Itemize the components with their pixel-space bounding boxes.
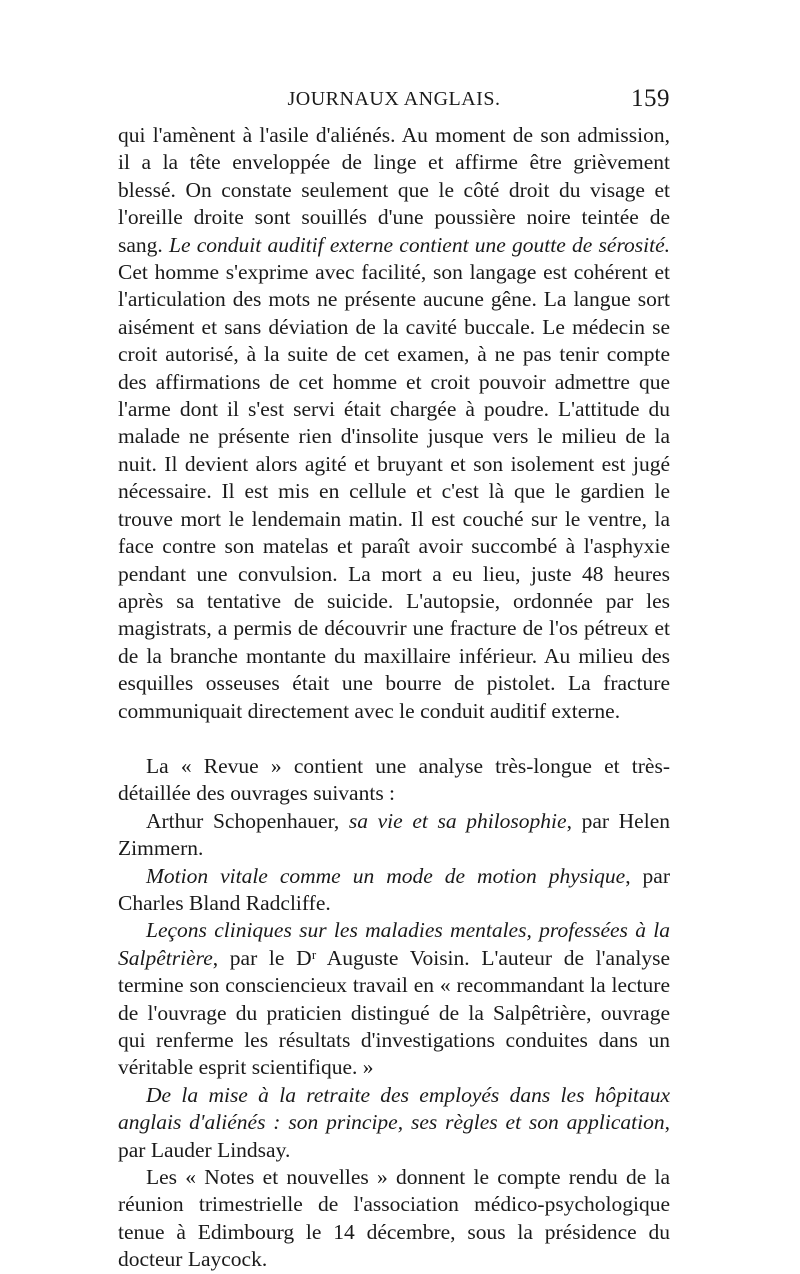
- text-run: qui l'amènent à l'asile d'aliénés. Au moment de son admission, il a la tête enveloppée de linge et affirme être grièvement blessé. On constate seulement que le côté droit du visage et l'oreille droite sont souillés d'une poussière noire teintée de sang.: [118, 123, 670, 257]
- italic-title-run: Le conduit auditif externe contient une goutte de sérosité.: [169, 232, 670, 257]
- paragraph-lecons-cliniques: [118, 917, 670, 1081]
- text-run: , par Charles Bland Radcliffe.: [118, 863, 671, 915]
- italic-title-run: De la mise à la retraite des employés dans les hôpitaux anglais d'aliénés : son principe, ses règles et son application: [118, 1082, 670, 1135]
- paragraph-motion-vitale: [118, 863, 670, 918]
- paragraph-revue-intro: [118, 753, 670, 808]
- text-run: , par Helen Zimmern.: [118, 808, 670, 861]
- italic-title-run: Motion vitale comme un mode de motion physique: [146, 863, 626, 888]
- paragraph-mise-a-la-retraite: [118, 1082, 670, 1164]
- running-head: [118, 85, 670, 118]
- paragraph-notes-nouvelles: [118, 1164, 670, 1274]
- italic-title-run: sa vie et sa philosophie: [348, 808, 567, 833]
- text-run: , par Lauder Lindsay.: [118, 1110, 670, 1162]
- paragraph-autopsy-case: [118, 122, 670, 725]
- body-text: [118, 122, 670, 1274]
- page-number: 159: [631, 85, 670, 112]
- italic-title-run: Leçons cliniques sur les maladies mentales, professées à la Salpêtrière: [118, 918, 670, 970]
- running-title: JOURNAUX ANGLAIS.: [287, 88, 501, 110]
- text-run: , par le Dʳ Auguste Voisin. L'auteur de l'analyse termine son consciencieux travail en « recommandant la lecture de l'ouvrage du praticien distingué de la Salpêtrière, ouvrage qui renferme les résultats d'investigations conduites dans un véritable esprit scientifique. »: [118, 945, 670, 1080]
- paragraph-schopenhauer: [118, 808, 670, 863]
- text-run: Les « Notes et nouvelles » donnent le compte rendu de la réunion trimestrielle de l'association médico-psychologique tenue à Edimbourg le 14 décembre, sous la présidence du docteur Laycock.: [118, 1165, 670, 1272]
- text-run: La « Revue » contient une analyse très-longue et très-détaillée des ouvrages suivants :: [118, 753, 670, 806]
- text-run: Cet homme s'exprime avec facilité, son langage est cohérent et l'articulation des mots ne présente aucune gêne. La langue sort aisément et sans déviation de la cavité buccale. Le médecin se croit autorisé, à la suite de cet examen, à ne pas tenir compte des affirmations de cet homme et croit pouvoir admettre que l'arme dont il s'est servi était chargée à poudre. L'attitude du malade ne présente rien d'insolite jusque vers le milieu de la nuit. Il devient alors agité et bruyant et son isolement est jugé nécessaire. Il est mis en cellule et c'est là que le gardien le trouve mort le lendemain matin. Il est couché sur le ventre, la face contre son matelas et paraît avoir succombé à l'asphyxie pendant une convulsion. La mort a eu lieu, juste 48 heures après sa tentative de suicide. L'autopsie, ordonnée par les magistrats, a permis de découvrir une fracture de l'os pétreux et de la branche montante du maxillaire inférieur. Au milieu des esquilles osseuses était une bourre de pistolet. La fracture communiquait directement avec le conduit auditif externe.: [118, 260, 670, 723]
- text-run: Arthur Schopenhauer,: [146, 808, 349, 833]
